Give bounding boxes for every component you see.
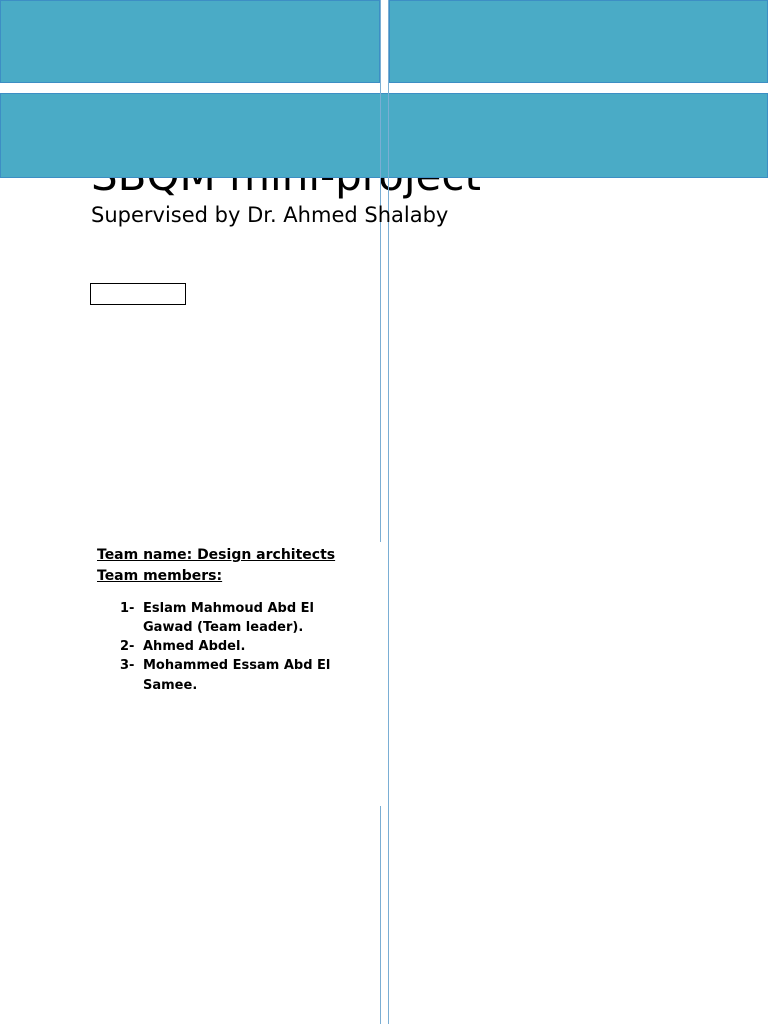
list-number: 3- — [120, 658, 135, 673]
header-band-wide — [0, 93, 768, 178]
header-band-right — [389, 0, 768, 83]
list-number: 2- — [120, 639, 135, 654]
divider-line — [388, 0, 389, 1024]
list-item — [97, 599, 367, 637]
members-list — [97, 599, 367, 696]
divider-line — [380, 806, 381, 1024]
member-name: Ahmed Abdel. — [143, 639, 246, 654]
member-name: Mohammed Essam Abd El Samee. — [143, 658, 331, 693]
member-name: Eslam Mahmoud Abd El Gawad (Team leader). — [143, 601, 314, 635]
list-item — [97, 656, 367, 696]
team-section — [97, 545, 367, 696]
list-number: 1- — [120, 601, 135, 616]
team-members-heading: Team members: — [97, 568, 223, 584]
team-name: Team name: Design architects — [97, 547, 336, 563]
divider-line — [380, 0, 381, 542]
list-item — [97, 637, 367, 656]
header-band-left — [0, 0, 380, 83]
document-subtitle: Supervised by Dr. Ahmed Shalaby — [91, 203, 449, 227]
empty-text-box[interactable] — [90, 283, 186, 305]
